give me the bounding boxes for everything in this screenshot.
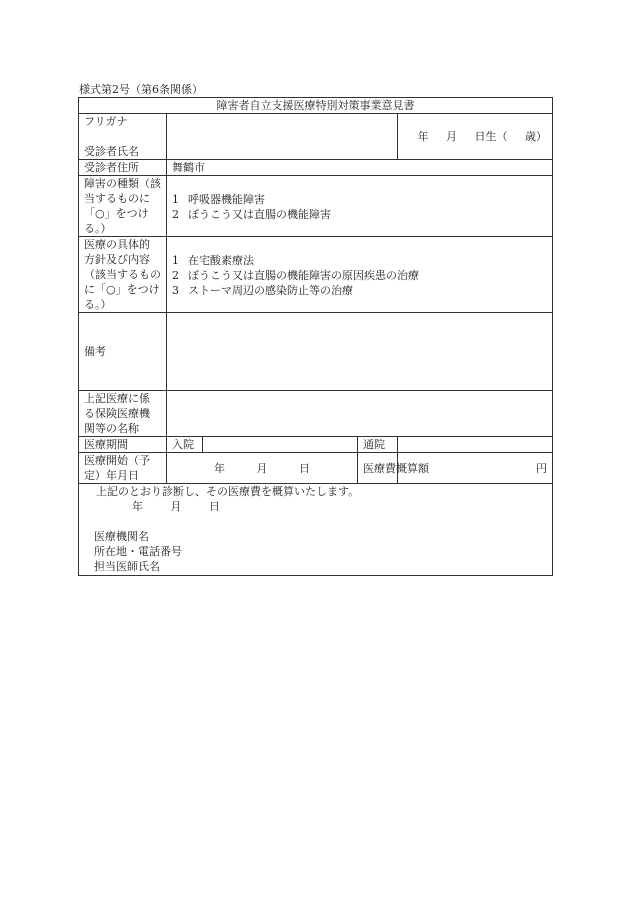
- institution-row: [79, 391, 553, 437]
- disability-label-line: る。）: [84, 222, 112, 235]
- inpatient-label: 入院: [167, 437, 203, 453]
- disability-label-line: 障害の種類（該: [84, 177, 161, 190]
- dob-month: 月: [446, 130, 458, 143]
- disability-label-line: 当するものに: [84, 192, 150, 205]
- start-date-label-line: 医療開始（予: [84, 454, 150, 467]
- patient-name-label: 受診者氏名: [84, 145, 139, 158]
- disability-row: [79, 176, 553, 237]
- policy-label-line: （該当するもの: [84, 268, 161, 281]
- name-label-cell: [79, 114, 167, 160]
- address-row: [79, 160, 553, 176]
- institution-label-line: 関等の名称: [84, 422, 139, 435]
- option-number: 1: [172, 193, 179, 206]
- form-title: 障害者自立支援医療特別対策事業意見書: [79, 98, 553, 114]
- start-date-label: [79, 453, 167, 484]
- statement-year: 年: [132, 500, 143, 513]
- option-text: 在宅酸素療法: [188, 254, 254, 267]
- policy-option[interactable]: [172, 253, 547, 268]
- doctor-name-label: 担当医師氏名: [94, 560, 160, 573]
- start-month: 月: [256, 461, 268, 475]
- date-of-birth-field[interactable]: [398, 114, 553, 160]
- statement-block: [79, 484, 553, 576]
- opinion-form-table: [78, 97, 553, 576]
- policy-label-line: る。）: [84, 298, 112, 311]
- option-text: ぼうこう又は直腸の機能障害: [188, 208, 331, 221]
- outpatient-label: 通院: [358, 437, 398, 453]
- option-number: 2: [172, 208, 179, 221]
- policy-options: [167, 237, 553, 313]
- cost-label: [358, 453, 429, 484]
- institution-label: [79, 391, 167, 437]
- policy-row: [79, 237, 553, 313]
- option-text: 呼吸器機能障害: [188, 193, 265, 206]
- start-date-field[interactable]: [167, 453, 358, 484]
- policy-label-line: に「○」をつけ: [84, 283, 160, 296]
- option-number: 2: [172, 269, 179, 282]
- address-field[interactable]: 舞鶴市: [167, 160, 553, 176]
- policy-option[interactable]: [172, 283, 547, 298]
- period-row: [79, 437, 553, 453]
- option-text: ストーマ周辺の感染防止等の治療: [188, 284, 353, 297]
- disability-option[interactable]: [172, 192, 547, 207]
- start-day: 日: [299, 461, 310, 475]
- dob-age: 歳）: [525, 130, 548, 143]
- name-row: [79, 114, 553, 160]
- inpatient-field[interactable]: [203, 437, 358, 453]
- institution-name-label: 医療機関名: [94, 530, 149, 543]
- statement-text: 上記のとおり診断し、その医療費を概算いたします。: [96, 485, 360, 498]
- statement-row: [79, 484, 553, 576]
- start-date-label-line: 定）年月日: [84, 469, 139, 482]
- outpatient-field[interactable]: [398, 437, 553, 453]
- cost-label-text: 医療費概算額: [363, 461, 429, 475]
- patient-name-field[interactable]: [167, 114, 398, 160]
- dob-day: 日生（: [474, 130, 508, 143]
- remarks-row: [79, 313, 553, 391]
- disability-option[interactable]: [172, 207, 547, 222]
- disability-label: [79, 176, 167, 237]
- start-date-row: [79, 453, 553, 484]
- option-number: 3: [172, 284, 179, 297]
- statement-date[interactable]: [96, 499, 544, 514]
- form-number: 様式第2号（第6条関係）: [79, 83, 203, 96]
- start-year: 年: [214, 461, 225, 475]
- institution-field[interactable]: [167, 391, 553, 437]
- policy-label-line: 方針及び内容: [84, 253, 150, 266]
- disability-options: [167, 176, 553, 237]
- institution-label-line: る保険医療機: [84, 407, 150, 420]
- title-row: [79, 98, 553, 114]
- option-text: ぼうこう又は直腸の機能障害の原因疾患の治療: [188, 269, 419, 282]
- period-label: 医療期間: [79, 437, 167, 453]
- option-number: 1: [172, 254, 179, 267]
- address-phone-label: 所在地・電話番号: [94, 545, 182, 558]
- remarks-label: 備考: [79, 313, 167, 391]
- policy-label-line: 医療の具体的: [84, 238, 150, 251]
- statement-month: 月: [170, 500, 182, 513]
- policy-option[interactable]: [172, 268, 547, 283]
- dob-year: 年: [417, 130, 429, 143]
- remarks-field[interactable]: [167, 313, 553, 391]
- policy-label: [79, 237, 167, 313]
- disability-label-line: 「○」をつけ: [84, 207, 149, 220]
- furigana-label: フリガナ: [84, 115, 128, 128]
- cost-unit: 円: [536, 461, 548, 475]
- statement-day: 日: [209, 500, 220, 513]
- address-label: 受診者住所: [79, 160, 167, 176]
- institution-label-line: 上記医療に係: [84, 392, 150, 405]
